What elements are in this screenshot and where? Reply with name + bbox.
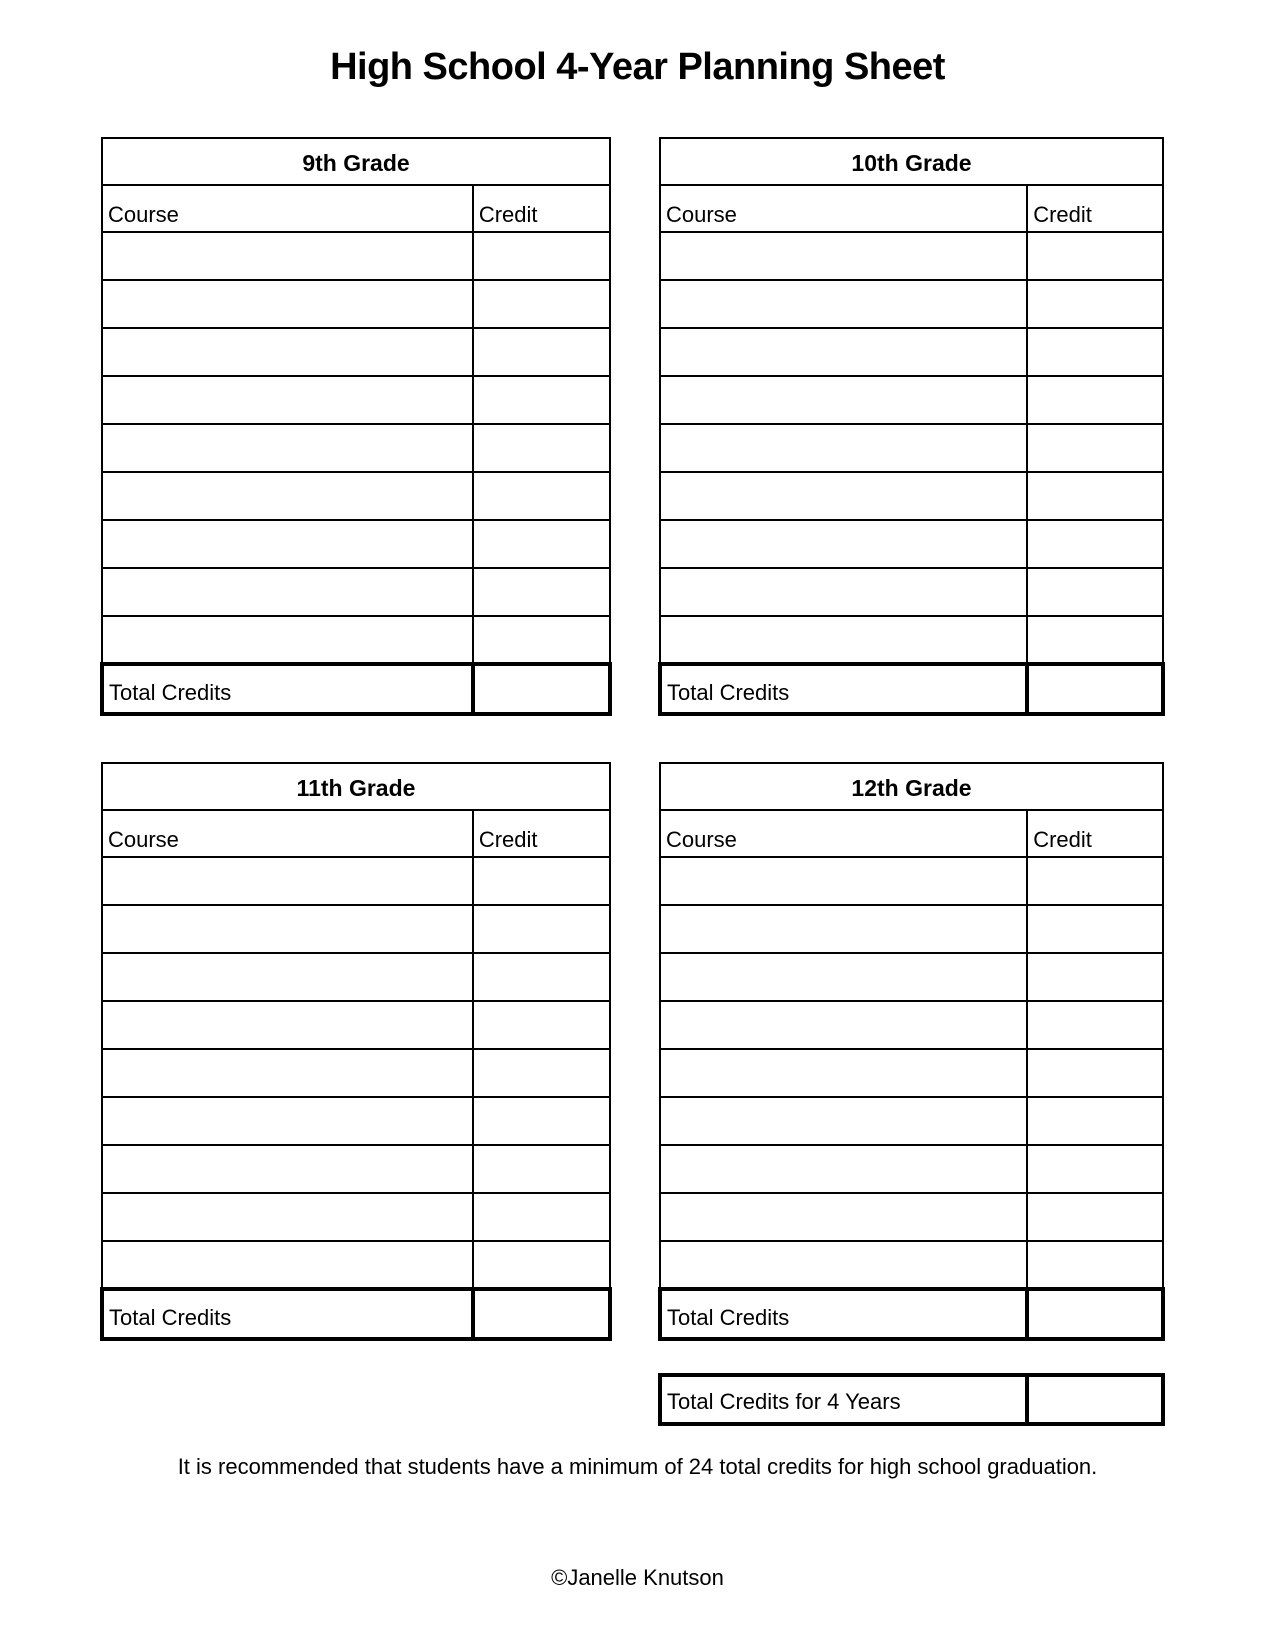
credit-cell xyxy=(473,1193,610,1241)
course-cell xyxy=(102,1097,473,1145)
credit-cell xyxy=(1027,1097,1163,1145)
grand-total-row xyxy=(660,1375,1163,1424)
course-row xyxy=(102,616,610,664)
total-credits-value xyxy=(1027,1289,1163,1339)
credit-cell xyxy=(1027,953,1163,1001)
course-row xyxy=(102,1145,610,1193)
total-credits-value xyxy=(473,664,610,714)
course-cell xyxy=(660,1097,1027,1145)
grade-header: 10th Grade xyxy=(660,138,1163,185)
course-cell xyxy=(102,1001,473,1049)
credit-column-header: Credit xyxy=(1027,185,1163,232)
credit-cell xyxy=(1027,1145,1163,1193)
course-cell xyxy=(102,232,473,280)
credit-cell xyxy=(1027,328,1163,376)
credit-cell xyxy=(1027,905,1163,953)
credit-cell xyxy=(473,472,610,520)
course-row xyxy=(660,953,1163,1001)
course-cell xyxy=(102,857,473,905)
total-credits-label: Total Credits xyxy=(660,1289,1027,1339)
course-row xyxy=(102,905,610,953)
course-cell xyxy=(660,857,1027,905)
course-row xyxy=(102,424,610,472)
course-row xyxy=(102,1241,610,1289)
credit-cell xyxy=(473,376,610,424)
course-row xyxy=(102,857,610,905)
column-header-row xyxy=(660,185,1163,232)
course-cell xyxy=(102,1049,473,1097)
course-row xyxy=(660,1001,1163,1049)
credit-cell xyxy=(473,520,610,568)
credit-cell xyxy=(1027,1049,1163,1097)
course-row xyxy=(660,1145,1163,1193)
course-cell xyxy=(660,1241,1027,1289)
credit-cell xyxy=(1027,857,1163,905)
course-cell xyxy=(102,424,473,472)
tables-grid xyxy=(100,137,1165,1341)
credit-cell xyxy=(1027,568,1163,616)
recommendation-note: It is recommended that students have a minimum of 24 total credits for high school graduation. xyxy=(177,1454,1098,1479)
course-row xyxy=(102,280,610,328)
credit-cell xyxy=(473,857,610,905)
course-column-header: Course xyxy=(660,185,1027,232)
credit-cell xyxy=(1027,376,1163,424)
course-row xyxy=(660,616,1163,664)
grade-header-row xyxy=(660,763,1163,810)
course-cell xyxy=(660,376,1027,424)
course-row xyxy=(660,1049,1163,1097)
course-row xyxy=(102,472,610,520)
credit-column-header: Credit xyxy=(473,810,610,857)
course-row xyxy=(660,280,1163,328)
course-row xyxy=(102,232,610,280)
course-row xyxy=(660,520,1163,568)
course-cell xyxy=(660,1145,1027,1193)
grand-total-label: Total Credits for 4 Years xyxy=(660,1375,1027,1424)
credit-cell xyxy=(473,1001,610,1049)
course-row xyxy=(660,328,1163,376)
course-row xyxy=(102,568,610,616)
grade-header-row xyxy=(102,138,610,185)
course-column-header: Course xyxy=(660,810,1027,857)
total-credits-label: Total Credits xyxy=(660,664,1027,714)
total-credits-label: Total Credits xyxy=(102,1289,473,1339)
course-row xyxy=(102,520,610,568)
course-cell xyxy=(102,1145,473,1193)
total-credits-row xyxy=(660,664,1163,714)
course-row xyxy=(660,568,1163,616)
total-credits-label: Total Credits xyxy=(102,664,473,714)
course-cell xyxy=(102,616,473,664)
course-cell xyxy=(102,472,473,520)
credit-cell xyxy=(473,1241,610,1289)
column-header-row xyxy=(660,810,1163,857)
course-row xyxy=(102,1001,610,1049)
course-row xyxy=(660,424,1163,472)
grade-header: 11th Grade xyxy=(102,763,610,810)
total-credits-row xyxy=(102,1289,610,1339)
credit-cell xyxy=(473,568,610,616)
course-cell xyxy=(660,953,1027,1001)
course-cell xyxy=(660,1193,1027,1241)
course-column-header: Course xyxy=(102,810,473,857)
course-row xyxy=(660,1097,1163,1145)
course-row xyxy=(102,1049,610,1097)
credit-cell xyxy=(473,232,610,280)
credit-cell xyxy=(473,280,610,328)
credit-cell xyxy=(1027,280,1163,328)
course-cell xyxy=(102,568,473,616)
grade-header: 9th Grade xyxy=(102,138,610,185)
credit-cell xyxy=(1027,520,1163,568)
credit-cell xyxy=(1027,472,1163,520)
course-cell xyxy=(102,328,473,376)
credit-column-header: Credit xyxy=(1027,810,1163,857)
course-cell xyxy=(660,905,1027,953)
total-credits-value xyxy=(473,1289,610,1339)
grade-header-row xyxy=(102,763,610,810)
course-row xyxy=(660,1193,1163,1241)
course-cell xyxy=(660,232,1027,280)
course-row xyxy=(102,328,610,376)
course-row xyxy=(660,857,1163,905)
course-cell xyxy=(102,905,473,953)
course-cell xyxy=(102,520,473,568)
course-row xyxy=(660,1241,1163,1289)
grade-table-11th xyxy=(100,762,612,1341)
credit-cell xyxy=(473,328,610,376)
grade-header: 12th Grade xyxy=(660,763,1163,810)
course-cell xyxy=(102,1241,473,1289)
credit-column-header: Credit xyxy=(473,185,610,232)
grand-total-table xyxy=(658,1373,1165,1426)
course-cell xyxy=(660,1049,1027,1097)
course-row xyxy=(660,376,1163,424)
credit-cell xyxy=(473,1145,610,1193)
course-cell xyxy=(660,424,1027,472)
course-row xyxy=(102,1097,610,1145)
credit-cell xyxy=(1027,1001,1163,1049)
course-cell xyxy=(660,616,1027,664)
column-header-row xyxy=(102,185,610,232)
credit-cell xyxy=(1027,616,1163,664)
total-credits-value xyxy=(1027,664,1163,714)
credit-cell xyxy=(1027,232,1163,280)
grade-table-10th xyxy=(658,137,1165,716)
course-cell xyxy=(660,472,1027,520)
copyright-text: ©Janelle Knutson xyxy=(551,1565,724,1590)
credit-cell xyxy=(473,616,610,664)
course-cell xyxy=(102,376,473,424)
course-row xyxy=(660,232,1163,280)
course-row xyxy=(660,905,1163,953)
credit-cell xyxy=(473,1049,610,1097)
course-cell xyxy=(660,328,1027,376)
column-header-row xyxy=(102,810,610,857)
course-row xyxy=(102,1193,610,1241)
grade-header-row xyxy=(660,138,1163,185)
course-cell xyxy=(660,520,1027,568)
course-column-header: Course xyxy=(102,185,473,232)
course-cell xyxy=(660,280,1027,328)
credit-cell xyxy=(473,953,610,1001)
credit-cell xyxy=(1027,424,1163,472)
grade-table-12th xyxy=(658,762,1165,1341)
total-credits-row xyxy=(102,664,610,714)
course-cell xyxy=(102,1193,473,1241)
course-row xyxy=(660,472,1163,520)
course-row xyxy=(102,953,610,1001)
course-cell xyxy=(102,953,473,1001)
credit-cell xyxy=(1027,1241,1163,1289)
course-cell xyxy=(102,280,473,328)
course-cell xyxy=(660,1001,1027,1049)
credit-cell xyxy=(473,1097,610,1145)
page-title: High School 4-Year Planning Sheet xyxy=(330,46,945,88)
total-credits-row xyxy=(660,1289,1163,1339)
grand-total-value xyxy=(1027,1375,1163,1424)
credit-cell xyxy=(473,424,610,472)
grade-table-9th xyxy=(100,137,612,716)
course-cell xyxy=(660,568,1027,616)
credit-cell xyxy=(1027,1193,1163,1241)
course-row xyxy=(102,376,610,424)
credit-cell xyxy=(473,905,610,953)
